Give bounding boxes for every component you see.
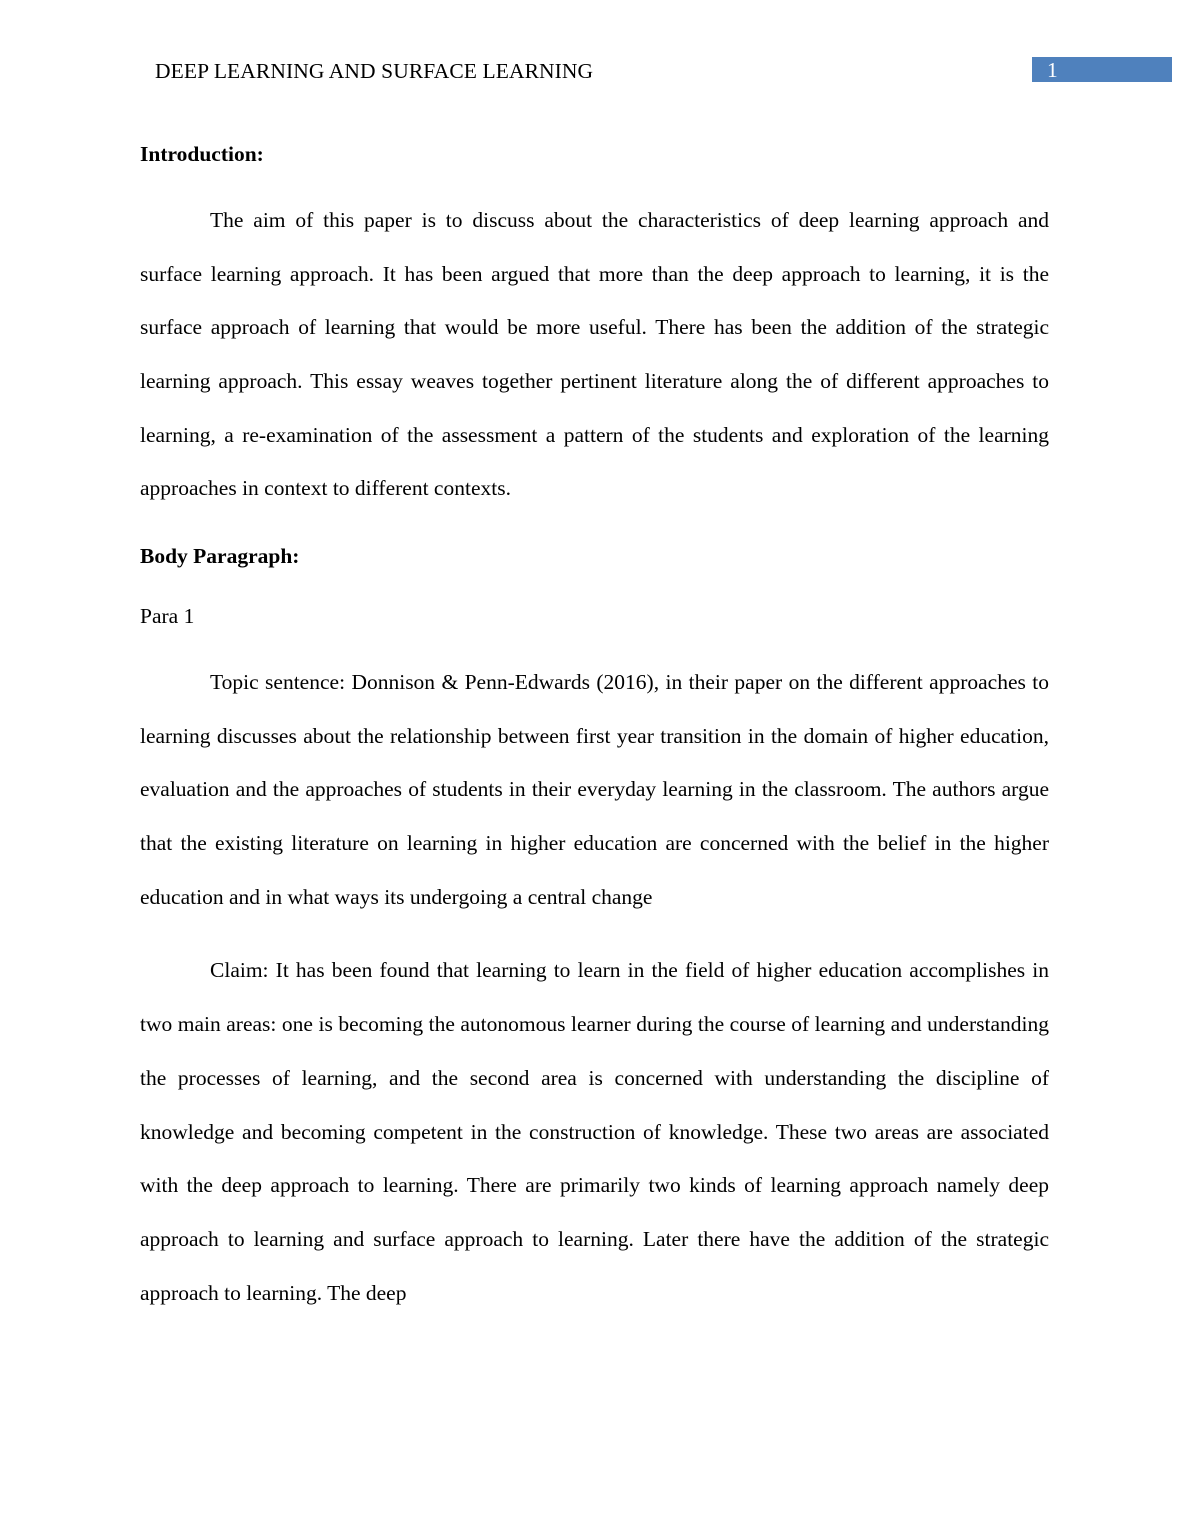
claim-paragraph: Claim: It has been found that learning to learn in the field of higher education accomplishes in two main areas: one is becoming the autonomous learner during the course of learning and understanding the processes of learning, and the second area is concerned with understanding the discipline of knowledge and becoming competent in the construction of knowledge. These two areas are associated with the deep approach to learning. There are primarily two kinds of learning approach namely deep approach to learning and surface approach to learning. Later there have the addition of the strategic approach to learning. The deep (140, 958, 1049, 1305)
running-head: DEEP LEARNING AND SURFACE LEARNING (155, 59, 594, 83)
page-number: 1 (1047, 58, 1058, 82)
body-paragraph-heading: Body Paragraph: (140, 544, 300, 569)
introduction-paragraph: The aim of this paper is to discuss about the characteristics of deep learning approach and surface learning approach. It has been argued that more than the deep approach to learning, it is the surface approach of learning that would be more useful. There has been the addition of the strategic learning approach. This essay weaves together pertinent literature along the of different approaches to learning, a re-examination of the assessment a pattern of the students and exploration of the learning approaches in context to different contexts. (140, 207, 1049, 501)
para-1-label: Para 1 (140, 604, 195, 628)
introduction-heading: Introduction: (140, 142, 264, 166)
document-body (140, 134, 1049, 1320)
topic-sentence-paragraph: Topic sentence: Donnison & Penn-Edwards (2016), in their paper on the different approaches to learning discusses about the relationship between first year transition in the domain of higher education, evaluation and the approaches of students in their everyday learning in the classroom. The authors argue that the existing literature on learning in higher education are concerned with the belief in the higher education and in what ways its undergoing a central change (140, 669, 1049, 909)
